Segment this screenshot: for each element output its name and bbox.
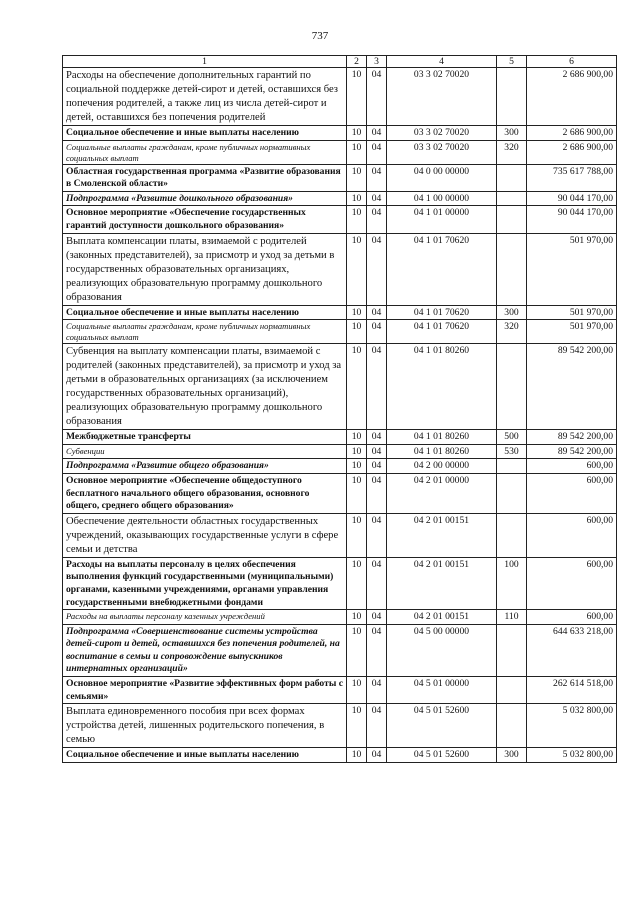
expense-type-cell — [497, 191, 527, 206]
subsection-code-cell: 04 — [367, 557, 387, 609]
table-row — [63, 164, 617, 191]
expense-type-cell: 100 — [497, 557, 527, 609]
subsection-code-cell: 04 — [367, 677, 387, 704]
table-row — [63, 206, 617, 233]
row-name-cell: Областная государственная программа «Развитие образования в Смоленской области» — [63, 164, 347, 191]
amount-cell: 501 970,00 — [527, 305, 617, 320]
section-code-cell: 10 — [347, 459, 367, 474]
subsection-code-cell: 04 — [367, 624, 387, 676]
amount-cell: 501 970,00 — [527, 320, 617, 344]
column-header: 2 — [347, 56, 367, 68]
budget-table — [62, 55, 617, 763]
table-row — [63, 459, 617, 474]
row-name-cell: Основное мероприятие «Обеспечение государственных гарантий доступности дошкольного образования» — [63, 206, 347, 233]
expense-type-cell — [497, 233, 527, 305]
subsection-code-cell: 04 — [367, 704, 387, 748]
target-article-cell: 04 0 00 00000 — [387, 164, 497, 191]
section-code-cell: 10 — [347, 305, 367, 320]
section-code-cell: 10 — [347, 677, 367, 704]
expense-type-cell — [497, 513, 527, 557]
column-header: 1 — [63, 56, 347, 68]
amount-cell: 89 542 200,00 — [527, 344, 617, 430]
page-number: 737 — [311, 30, 329, 42]
target-article-cell: 03 3 02 70020 — [387, 140, 497, 164]
amount-cell: 600,00 — [527, 610, 617, 625]
table-row — [63, 126, 617, 141]
expense-type-cell: 320 — [497, 140, 527, 164]
expense-type-cell — [497, 473, 527, 513]
row-name-cell: Выплата компенсации платы, взимаемой с родителей (законных представителей), за присмотр и уход за детьми в государственных образовательных организациях, реализующих образовательную программу дошкольного образования — [63, 233, 347, 305]
row-name-cell: Социальное обеспечение и иные выплаты населению — [63, 126, 347, 141]
row-name-cell: Межбюджетные трансферты — [63, 430, 347, 445]
target-article-cell: 04 2 01 00151 — [387, 513, 497, 557]
section-code-cell: 10 — [347, 164, 367, 191]
section-code-cell: 10 — [347, 191, 367, 206]
subsection-code-cell: 04 — [367, 430, 387, 445]
amount-cell: 90 044 170,00 — [527, 206, 617, 233]
section-code-cell: 10 — [347, 140, 367, 164]
subsection-code-cell: 04 — [367, 513, 387, 557]
table-row — [63, 513, 617, 557]
amount-cell: 735 617 788,00 — [527, 164, 617, 191]
target-article-cell: 04 2 01 00000 — [387, 473, 497, 513]
target-article-cell: 04 1 01 80260 — [387, 430, 497, 445]
section-code-cell: 10 — [347, 704, 367, 748]
amount-cell: 5 032 800,00 — [527, 748, 617, 763]
table-row — [63, 473, 617, 513]
expense-type-cell — [497, 164, 527, 191]
target-article-cell: 04 5 01 52600 — [387, 704, 497, 748]
expense-type-cell — [497, 344, 527, 430]
target-article-cell: 04 2 01 00151 — [387, 557, 497, 609]
section-code-cell: 10 — [347, 513, 367, 557]
row-name-cell: Подпрограмма «Развитие дошкольного образования» — [63, 191, 347, 206]
expense-type-cell: 110 — [497, 610, 527, 625]
subsection-code-cell: 04 — [367, 344, 387, 430]
target-article-cell: 04 1 01 70620 — [387, 320, 497, 344]
section-code-cell: 10 — [347, 126, 367, 141]
target-article-cell: 04 1 01 80260 — [387, 344, 497, 430]
amount-cell: 5 032 800,00 — [527, 704, 617, 748]
section-code-cell: 10 — [347, 430, 367, 445]
expense-type-cell — [497, 677, 527, 704]
expense-type-cell: 320 — [497, 320, 527, 344]
row-name-cell: Социальные выплаты гражданам, кроме публичных нормативных социальных выплат — [63, 140, 347, 164]
table-row — [63, 140, 617, 164]
expense-type-cell — [497, 68, 527, 126]
subsection-code-cell: 04 — [367, 191, 387, 206]
target-article-cell: 04 2 00 00000 — [387, 459, 497, 474]
amount-cell: 262 614 518,00 — [527, 677, 617, 704]
table-row — [63, 344, 617, 430]
section-code-cell: 10 — [347, 444, 367, 459]
row-name-cell: Субвенция на выплату компенсации платы, взимаемой с родителей (законных представителей), за присмотр и уход за детьми в образовательных организациях (за исключением государственных образовательных организаций), реализующих образовательную программу дошкольного образования — [63, 344, 347, 430]
amount-cell: 89 542 200,00 — [527, 444, 617, 459]
target-article-cell: 04 5 00 00000 — [387, 624, 497, 676]
table-row — [63, 677, 617, 704]
row-name-cell: Обеспечение деятельности областных государственных учреждений, оказывающих государственные услуги в сфере семьи и детства — [63, 513, 347, 557]
row-name-cell: Основное мероприятие «Обеспечение общедоступного бесплатного начального общего образования, основного общего, среднего общего образования» — [63, 473, 347, 513]
table-row — [63, 748, 617, 763]
table-row — [63, 610, 617, 625]
row-name-cell: Социальное обеспечение и иные выплаты населению — [63, 305, 347, 320]
table-row — [63, 68, 617, 126]
column-header: 4 — [387, 56, 497, 68]
expense-type-cell — [497, 206, 527, 233]
row-name-cell: Расходы на обеспечение дополнительных гарантий по социальной поддержке детей-сирот и детей, оставшихся без попечения родителей, а также лиц из числа детей-сирот и детей, оставшихся без попечения родителей — [63, 68, 347, 126]
section-code-cell: 10 — [347, 624, 367, 676]
amount-cell: 600,00 — [527, 557, 617, 609]
expense-type-cell: 300 — [497, 748, 527, 763]
row-name-cell: Социальное обеспечение и иные выплаты населению — [63, 748, 347, 763]
target-article-cell: 04 1 01 70620 — [387, 305, 497, 320]
expense-type-cell: 300 — [497, 126, 527, 141]
column-header: 5 — [497, 56, 527, 68]
target-article-cell: 04 5 01 00000 — [387, 677, 497, 704]
target-article-cell: 04 1 01 70620 — [387, 233, 497, 305]
target-article-cell: 03 3 02 70020 — [387, 126, 497, 141]
subsection-code-cell: 04 — [367, 164, 387, 191]
row-name-cell: Выплата единовременного пособия при всех формах устройства детей, лишенных родительского попечения, в семью — [63, 704, 347, 748]
section-code-cell: 10 — [347, 68, 367, 126]
header-row — [63, 56, 617, 68]
row-name-cell: Подпрограмма «Совершенствование системы устройства детей-сирот и детей, оставшихся без попечения родителей, на воспитание в семьи и сопровождение выпускников интернатных организаций» — [63, 624, 347, 676]
subsection-code-cell: 04 — [367, 126, 387, 141]
column-header: 3 — [367, 56, 387, 68]
subsection-code-cell: 04 — [367, 444, 387, 459]
subsection-code-cell: 04 — [367, 320, 387, 344]
section-code-cell: 10 — [347, 320, 367, 344]
table-row — [63, 430, 617, 445]
subsection-code-cell: 04 — [367, 233, 387, 305]
row-name-cell: Основное мероприятие «Развитие эффективных форм работы с семьями» — [63, 677, 347, 704]
target-article-cell: 04 5 01 52600 — [387, 748, 497, 763]
expense-type-cell: 300 — [497, 305, 527, 320]
target-article-cell: 04 1 01 80260 — [387, 444, 497, 459]
amount-cell: 600,00 — [527, 473, 617, 513]
target-article-cell: 03 3 02 70020 — [387, 68, 497, 126]
section-code-cell: 10 — [347, 473, 367, 513]
amount-cell: 2 686 900,00 — [527, 68, 617, 126]
section-code-cell: 10 — [347, 206, 367, 233]
amount-cell: 600,00 — [527, 513, 617, 557]
amount-cell: 644 633 218,00 — [527, 624, 617, 676]
section-code-cell: 10 — [347, 344, 367, 430]
row-name-cell: Расходы на выплаты персоналу в целях обеспечения выполнения функций государственными (муниципальными) органами, казенными учреждениями, органами управления государственными внебюджетными фондами — [63, 557, 347, 609]
row-name-cell: Расходы на выплаты персоналу казенных учреждений — [63, 610, 347, 625]
amount-cell: 89 542 200,00 — [527, 430, 617, 445]
subsection-code-cell: 04 — [367, 610, 387, 625]
amount-cell: 2 686 900,00 — [527, 126, 617, 141]
table-row — [63, 320, 617, 344]
table-row — [63, 233, 617, 305]
target-article-cell: 04 1 00 00000 — [387, 191, 497, 206]
subsection-code-cell: 04 — [367, 68, 387, 126]
subsection-code-cell: 04 — [367, 305, 387, 320]
table-row — [63, 557, 617, 609]
section-code-cell: 10 — [347, 233, 367, 305]
table-row — [63, 704, 617, 748]
column-header: 6 — [527, 56, 617, 68]
subsection-code-cell: 04 — [367, 473, 387, 513]
expense-type-cell — [497, 624, 527, 676]
target-article-cell: 04 2 01 00151 — [387, 610, 497, 625]
amount-cell: 501 970,00 — [527, 233, 617, 305]
row-name-cell: Социальные выплаты гражданам, кроме публичных нормативных социальных выплат — [63, 320, 347, 344]
subsection-code-cell: 04 — [367, 140, 387, 164]
section-code-cell: 10 — [347, 557, 367, 609]
expense-type-cell — [497, 704, 527, 748]
table-row — [63, 191, 617, 206]
table-row — [63, 305, 617, 320]
amount-cell: 2 686 900,00 — [527, 140, 617, 164]
table-row — [63, 624, 617, 676]
expense-type-cell: 530 — [497, 444, 527, 459]
row-name-cell: Подпрограмма «Развитие общего образования» — [63, 459, 347, 474]
section-code-cell: 10 — [347, 748, 367, 763]
expense-type-cell — [497, 459, 527, 474]
row-name-cell: Субвенции — [63, 444, 347, 459]
expense-type-cell: 500 — [497, 430, 527, 445]
subsection-code-cell: 04 — [367, 748, 387, 763]
subsection-code-cell: 04 — [367, 459, 387, 474]
target-article-cell: 04 1 01 00000 — [387, 206, 497, 233]
amount-cell: 600,00 — [527, 459, 617, 474]
table-row — [63, 444, 617, 459]
section-code-cell: 10 — [347, 610, 367, 625]
subsection-code-cell: 04 — [367, 206, 387, 233]
amount-cell: 90 044 170,00 — [527, 191, 617, 206]
